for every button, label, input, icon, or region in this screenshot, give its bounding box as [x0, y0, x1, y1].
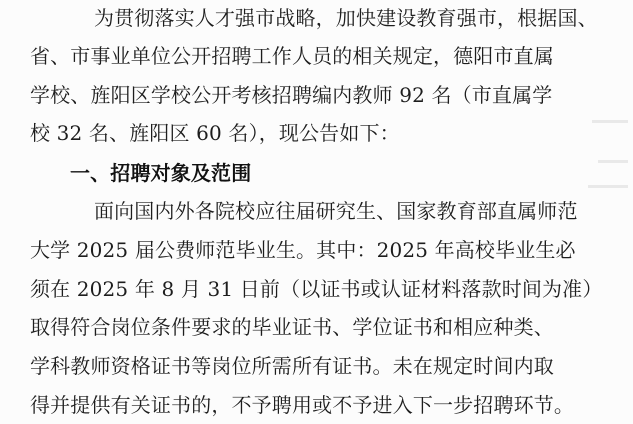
paragraph-2-line-1: 面向国内外各院校应往届研究生、国家教育部直属师范 [94, 199, 578, 223]
paragraph-2-line-3: 须在 2025 年 8 月 31 日前（以证书或认证材料落款时间为准） [30, 277, 603, 301]
paragraph-2-line-4: 取得符合岗位条件要求的毕业证书、学位证书和相应种类、 [30, 315, 554, 339]
paragraph-1-line-2: 省、市事业单位公开招聘工作人员的相关规定，德阳市直属 [30, 44, 554, 68]
paragraph-1-line-4: 校 32 名、旌阳区 60 名），现公告如下： [30, 121, 400, 145]
section-heading: 一、招聘对象及范围 [70, 161, 252, 185]
bleed-through-mark [588, 185, 628, 188]
bleed-through-mark [598, 160, 628, 163]
paragraph-2-line-5: 学科教师资格证书等岗位所需所有证书。未在规定时间内取 [30, 354, 554, 378]
paragraph-2-line-2: 大学 2025 届公费师范毕业生。其中：2025 年高校毕业生必 [30, 238, 576, 262]
paragraph-2-line-6: 得并提供有关证书的，不予聘用或不予进入下一步招聘环节。 [30, 393, 575, 417]
bleed-through-mark [592, 120, 628, 123]
paragraph-1-line-3: 学校、旌阳区学校公开考核招聘编内教师 92 名（市直属学 [30, 83, 553, 107]
paragraph-1-line-1: 为贯彻落实人才强市战略，加快建设教育强市，根据国、 [94, 6, 598, 30]
